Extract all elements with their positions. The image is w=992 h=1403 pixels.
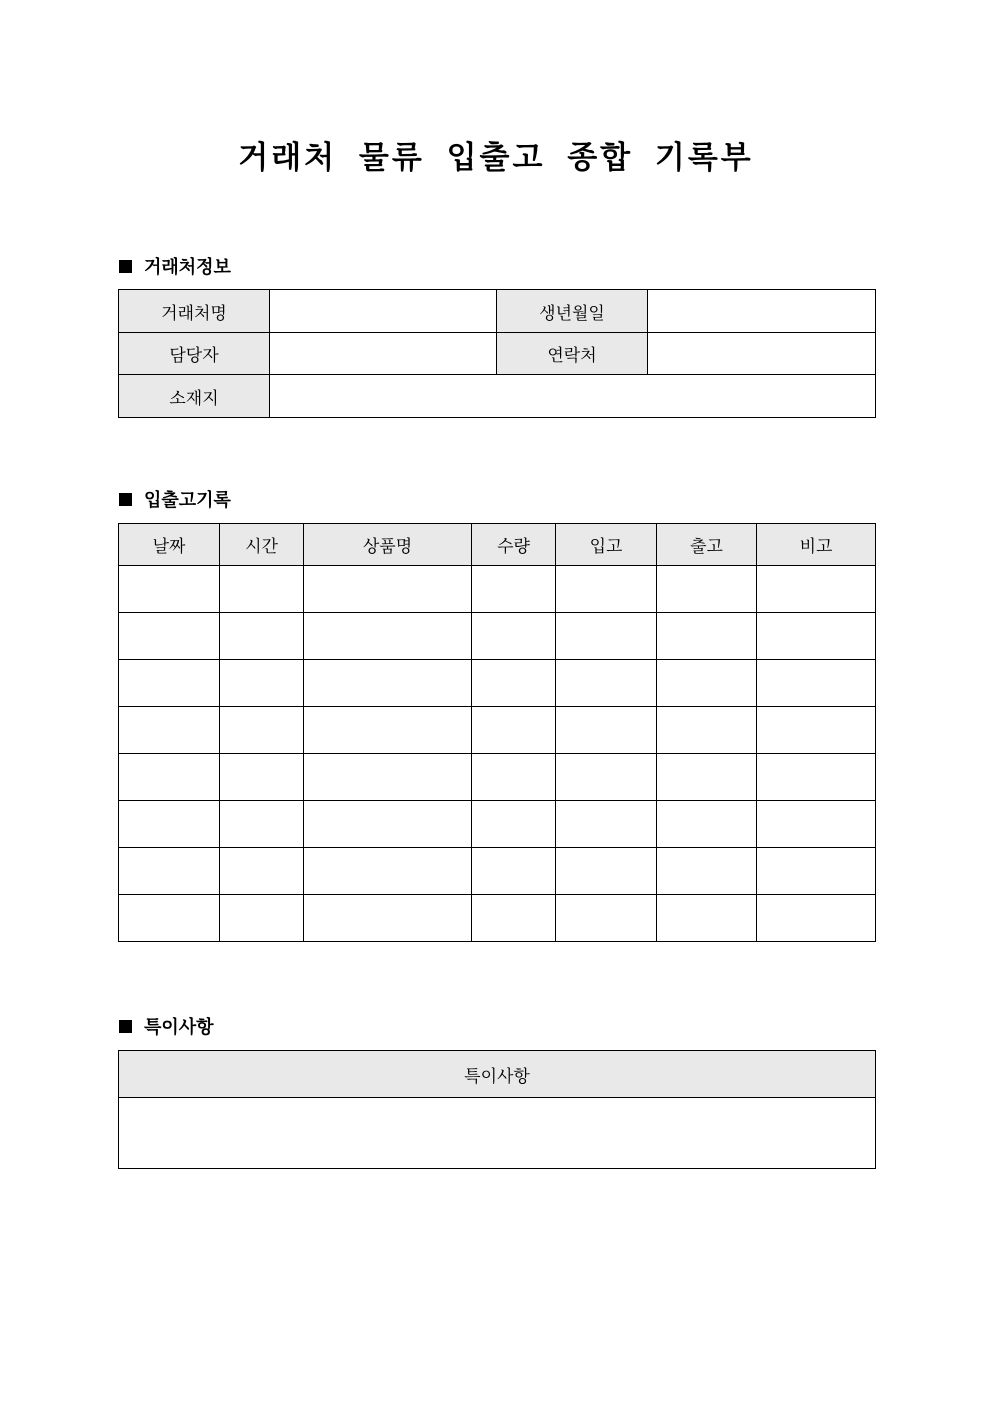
table-cell[interactable]	[657, 566, 757, 613]
column-header-product: 상품명	[304, 524, 472, 566]
column-header-time: 시간	[220, 524, 304, 566]
table-cell[interactable]	[757, 660, 876, 707]
table-row	[119, 566, 876, 613]
table-row	[119, 895, 876, 942]
table-row	[119, 754, 876, 801]
birthdate-label: 생년월일	[497, 290, 648, 333]
table-cell[interactable]	[304, 707, 472, 754]
table-cell[interactable]	[657, 660, 757, 707]
table-cell[interactable]	[757, 566, 876, 613]
square-bullet-icon	[119, 1020, 132, 1033]
table-cell[interactable]	[304, 613, 472, 660]
table-cell[interactable]	[556, 613, 657, 660]
table-cell[interactable]	[220, 848, 304, 895]
column-header-outbound: 출고	[657, 524, 757, 566]
square-bullet-icon	[119, 493, 132, 506]
table-row	[119, 848, 876, 895]
notes-heading	[119, 1013, 214, 1039]
table-cell[interactable]	[472, 895, 556, 942]
square-bullet-icon	[119, 260, 132, 273]
table-cell[interactable]	[304, 895, 472, 942]
page-title: 거래처 물류 입출고 종합 기록부	[238, 140, 754, 176]
table-cell[interactable]	[472, 848, 556, 895]
client-info-heading-text: 거래처정보	[144, 257, 231, 278]
manager-field[interactable]	[270, 333, 497, 375]
table-cell[interactable]	[757, 707, 876, 754]
column-header-remarks: 비고	[757, 524, 876, 566]
table-cell[interactable]	[119, 801, 220, 848]
table-row	[119, 660, 876, 707]
table-row	[119, 707, 876, 754]
table-cell[interactable]	[119, 895, 220, 942]
table-cell[interactable]	[119, 754, 220, 801]
table-cell[interactable]	[657, 613, 757, 660]
table-cell[interactable]	[472, 566, 556, 613]
table-cell[interactable]	[556, 801, 657, 848]
table-cell[interactable]	[220, 801, 304, 848]
column-header-date: 날짜	[119, 524, 220, 566]
column-header-inbound: 입고	[556, 524, 657, 566]
table-cell[interactable]	[556, 895, 657, 942]
table-cell[interactable]	[472, 754, 556, 801]
notes-field[interactable]	[119, 1098, 876, 1169]
notes-table	[118, 1050, 876, 1169]
table-cell[interactable]	[757, 613, 876, 660]
table-cell[interactable]	[757, 848, 876, 895]
table-cell[interactable]	[220, 613, 304, 660]
table-cell[interactable]	[304, 801, 472, 848]
table-cell[interactable]	[119, 660, 220, 707]
table-cell[interactable]	[657, 895, 757, 942]
table-cell[interactable]	[220, 566, 304, 613]
table-cell[interactable]	[220, 895, 304, 942]
manager-label: 담당자	[119, 333, 270, 375]
table-cell[interactable]	[472, 801, 556, 848]
client-name-label: 거래처명	[119, 290, 270, 333]
table-cell[interactable]	[472, 660, 556, 707]
table-cell[interactable]	[304, 566, 472, 613]
contact-label: 연락처	[497, 333, 648, 375]
table-cell[interactable]	[119, 707, 220, 754]
table-cell[interactable]	[220, 754, 304, 801]
table-cell[interactable]	[119, 848, 220, 895]
birthdate-field[interactable]	[648, 290, 876, 333]
records-table	[118, 523, 876, 942]
table-row	[119, 613, 876, 660]
notes-column-header: 특이사항	[119, 1051, 876, 1098]
table-cell[interactable]	[657, 801, 757, 848]
records-heading-text: 입출고기록	[144, 490, 231, 511]
address-label: 소재지	[119, 375, 270, 418]
table-cell[interactable]	[657, 707, 757, 754]
table-cell[interactable]	[657, 848, 757, 895]
table-cell[interactable]	[119, 613, 220, 660]
table-cell[interactable]	[220, 707, 304, 754]
table-cell[interactable]	[472, 613, 556, 660]
table-cell[interactable]	[657, 754, 757, 801]
table-cell[interactable]	[472, 707, 556, 754]
client-info-heading	[119, 253, 231, 279]
records-heading	[119, 486, 231, 512]
table-cell[interactable]	[757, 801, 876, 848]
table-cell[interactable]	[556, 754, 657, 801]
table-cell[interactable]	[556, 848, 657, 895]
client-info-table	[118, 289, 876, 418]
table-cell[interactable]	[757, 895, 876, 942]
table-cell[interactable]	[556, 566, 657, 613]
table-cell[interactable]	[220, 660, 304, 707]
table-cell[interactable]	[556, 660, 657, 707]
table-row	[119, 801, 876, 848]
table-cell[interactable]	[556, 707, 657, 754]
table-cell[interactable]	[757, 754, 876, 801]
table-cell[interactable]	[304, 660, 472, 707]
table-cell[interactable]	[119, 566, 220, 613]
address-field[interactable]	[270, 375, 876, 418]
table-cell[interactable]	[304, 848, 472, 895]
notes-heading-text: 특이사항	[144, 1017, 214, 1038]
table-cell[interactable]	[304, 754, 472, 801]
contact-field[interactable]	[648, 333, 876, 375]
column-header-quantity: 수량	[472, 524, 556, 566]
client-name-field[interactable]	[270, 290, 497, 333]
records-header-row	[119, 524, 876, 566]
